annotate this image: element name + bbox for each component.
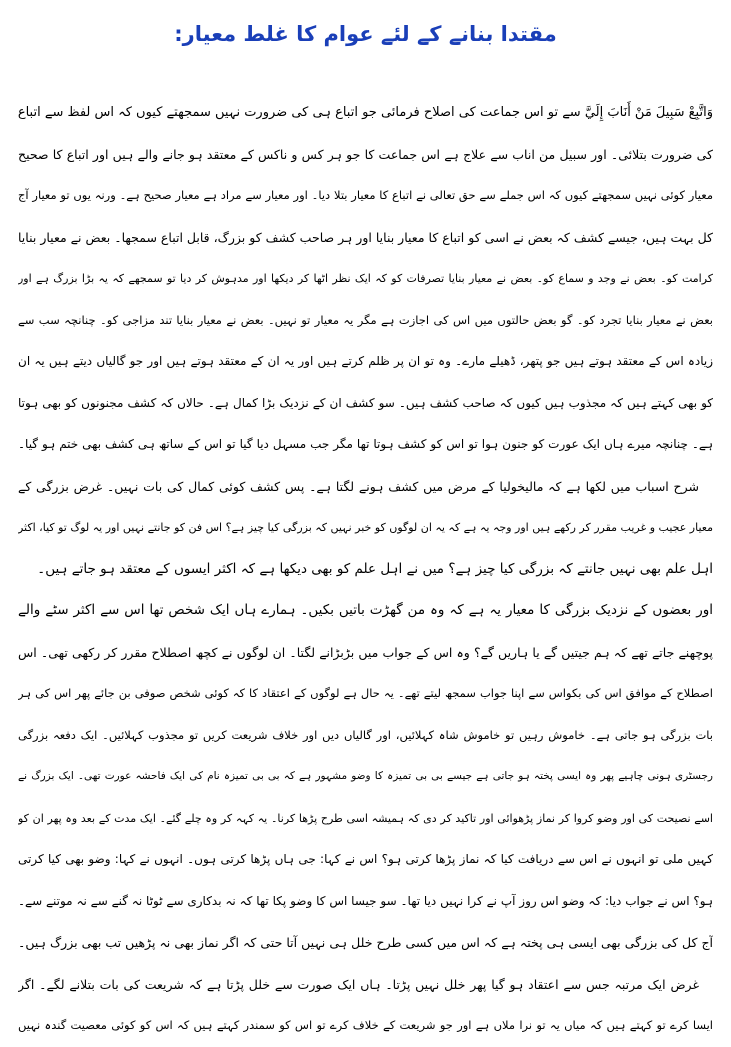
text-line: اور بعضوں کے نزدیک بزرگی کا معیار یہ ہے کہ وہ من گھڑت باتیں بکیں۔ ہمارے ہاں ایک شخص تھا اس سے اکثر سٹے والے: [18, 602, 713, 618]
text-line: کی ضرورت بتلائی۔ اور سبیل من اناب سے علاج ہے اس جماعت کا جو ہر کس و ناکس کے معتقد ہو جانے والے ہیں اور اتباع کا صحیح: [18, 146, 713, 162]
text-line: اصطلاح کے موافق اس کی بکواس سے اپنا جواب سمجھ لیتے تھے۔ یہ حال ہے لوگوں کے اعتقاد کا کہ کوئی شخص صوفی بن جائے پھر اس کی ہر: [18, 686, 713, 700]
page-title: مقتدا بنانے کے لئے عوام کا غلط معیار:: [174, 22, 557, 46]
text-line: بات بزرگی ہو جاتی ہے۔ خاموش رہیں تو خاموش شاہ کہلائیں، اور گالیاں دیں اور خلاف شریعت کریں تو مجذوب کہلائیں۔ ایک دفعہ بزرگی: [18, 727, 713, 742]
text-line: رجسٹری ہونی چاہیے پھر وہ ایسی پختہ ہو جاتی ہے جیسے بی بی تمیزہ کا وضو مشہور ہے کہ بی بی تمیزہ نام کی ایک فاحشہ عورت تھی۔ ایک بزرگ نے: [18, 770, 713, 782]
text-line: شرح اسباب میں لکھا ہے کہ مالیخولیا کے مرض میں کشف ہونے لگتا ہے۔ پس کشف کوئی کمال کی بات نہیں۔ غرض بزرگی کے: [18, 478, 699, 494]
text-line: اہل علم بھی نہیں جانتے کہ بزرگی کیا چیز ہے؟ میں نے اہل علم کو بھی دیکھا ہے کہ اکثر ایسوں کے معتقد ہو جاتے ہیں۔: [37, 560, 713, 577]
text-line: کرامت کو۔ بعض نے وجد و سماع کو۔ بعض نے معیار بنایا تصرفات کو کہ ایک نظر اٹھا کر دیکھا اور مدہوش کر دیا تو سمجھے کہ یہ بڑا بزرگ ہے اور: [18, 272, 713, 285]
text-line: ایسا کرے تو کہتے ہیں کہ میاں یہ تو نرا ملاں ہے اور جو شریعت کے خلاف کرے تو اس کو سمندر کہتے ہیں کہ اس کو کوئی معصیت گندہ نہیں: [18, 1018, 713, 1032]
text-line: معیار کوئی نہیں سمجھتے کیوں کہ اس جملے سے حق تعالی نے اتباع کا معیار بتلا دیا۔ اور معیار سے مراد ہے معیار صحیح ہے۔ ورنہ یوں تو معیار آج: [18, 188, 713, 202]
text-line: اسے نصیحت کی اور وضو کروا کر نماز پڑھوائی اور تاکید کر دی کہ ہمیشہ اسی طرح پڑھا کرنا۔ یہ کہہ کر وہ چلے گئے۔ ایک مدت کے بعد وہ پھر ان کو: [18, 811, 713, 825]
text-line: معیار عجیب و غریب مقرر کر رکھے ہیں اور وجہ یہ ہے کہ یہ ان لوگوں کو خبر نہیں کہ بزرگی کیا چیز ہے؟ اس فن کو جانتے نہیں اور یہ لوگ تو کیا، اکثر: [18, 521, 713, 534]
text-line: وَاتَّبِعْ سَبِيلَ مَنْ أَنَابَ إِلَيَّ سے تو اس جماعت کی اصلاح فرمائی جو اتباع ہی کی ضرورت نہیں سمجھتے کیوں کہ اس لفظ سے اتباع: [18, 105, 713, 120]
text-line: ہو؟ اس نے جواب دیا: کہ وضو اس روز آپ نے کرا نہیں دیا تھا۔ سو جیسا اس کا وضو پکا تھا کہ نہ بدکاری سے ٹوٹا نہ گنے سے نہ موتنے سے۔: [18, 893, 713, 908]
text-line: بعض نے معیار بنایا تجرد کو۔ گو بعض حالتوں میں اس کی اجازت ہے مگر یہ معیار تو نہیں۔ بعض نے معیار بنایا تند مزاجی کو۔ چنانچہ سب سے: [18, 312, 713, 327]
text-line: کو بھی کہتے ہیں کہ مجذوب ہیں کیوں کہ صاحب کشف ہیں۔ سو کشف ان کے نزدیک بڑا کمال ہے۔ حالاں کہ کشف مجنونوں کو بھی ہوتا: [18, 395, 713, 410]
text-line: پوچھنے جاتے تھے کہ ہم جیتیں گے یا ہاریں گے؟ وہ اس کے جواب میں بڑبڑانے لگتا۔ ان لوگوں نے کچھ اصطلاح مقرر کر رکھی تھی۔ اس: [18, 644, 713, 660]
text-line: غرض ایک مرتبہ جس سے اعتقاد ہو گیا پھر خلل نہیں پڑتا۔ ہاں ایک صورت سے خلل پڑتا ہے کہ شریعت کی بات بتلانے لگے۔ اگر: [18, 976, 699, 992]
text-line: ہے۔ چنانچہ میرے ہاں ایک عورت کو جنون ہوا تو اس کو کشف ہوتا تھا مگر جب مسہل دیا گیا تو اس کے ساتھ ہی کشف بھی ختم ہو گیا۔: [18, 437, 713, 451]
text-line: کل بہت ہیں، جیسے کشف کہ بعض نے اسی کو اتباع کا معیار بنایا اور ہر صاحب کشف کو بزرگ، قابل اتباع سمجھا۔ بعض نے معیار بنایا: [18, 229, 713, 245]
body-text: [18, 92, 713, 1047]
text-line: آج کل کی بزرگی بھی ایسی ہی پختہ ہے کہ اس میں کسی طرح خلل ہی نہیں آتا حتی کہ اگر نماز بھی نہ پڑھیں تب بھی بزرگ ہیں۔: [18, 935, 713, 950]
text-line: کہیں ملی تو انہوں نے اس سے دریافت کیا کہ نماز پڑھا کرتی ہو؟ اس نے کہا: جی ہاں پڑھا کرتی ہوں۔ انہوں نے کہا: وضو بھی کیا کرتی: [18, 852, 713, 866]
text-line: زیادہ اس کے معتقد ہوتے ہیں جو پتھر، ڈھیلے مارے۔ وہ تو ان پر ظلم کرتے ہیں اور یہ ان کے معتقد ہوتے ہیں اور جو گالیاں دیتے ہیں یہ ان: [18, 354, 713, 368]
